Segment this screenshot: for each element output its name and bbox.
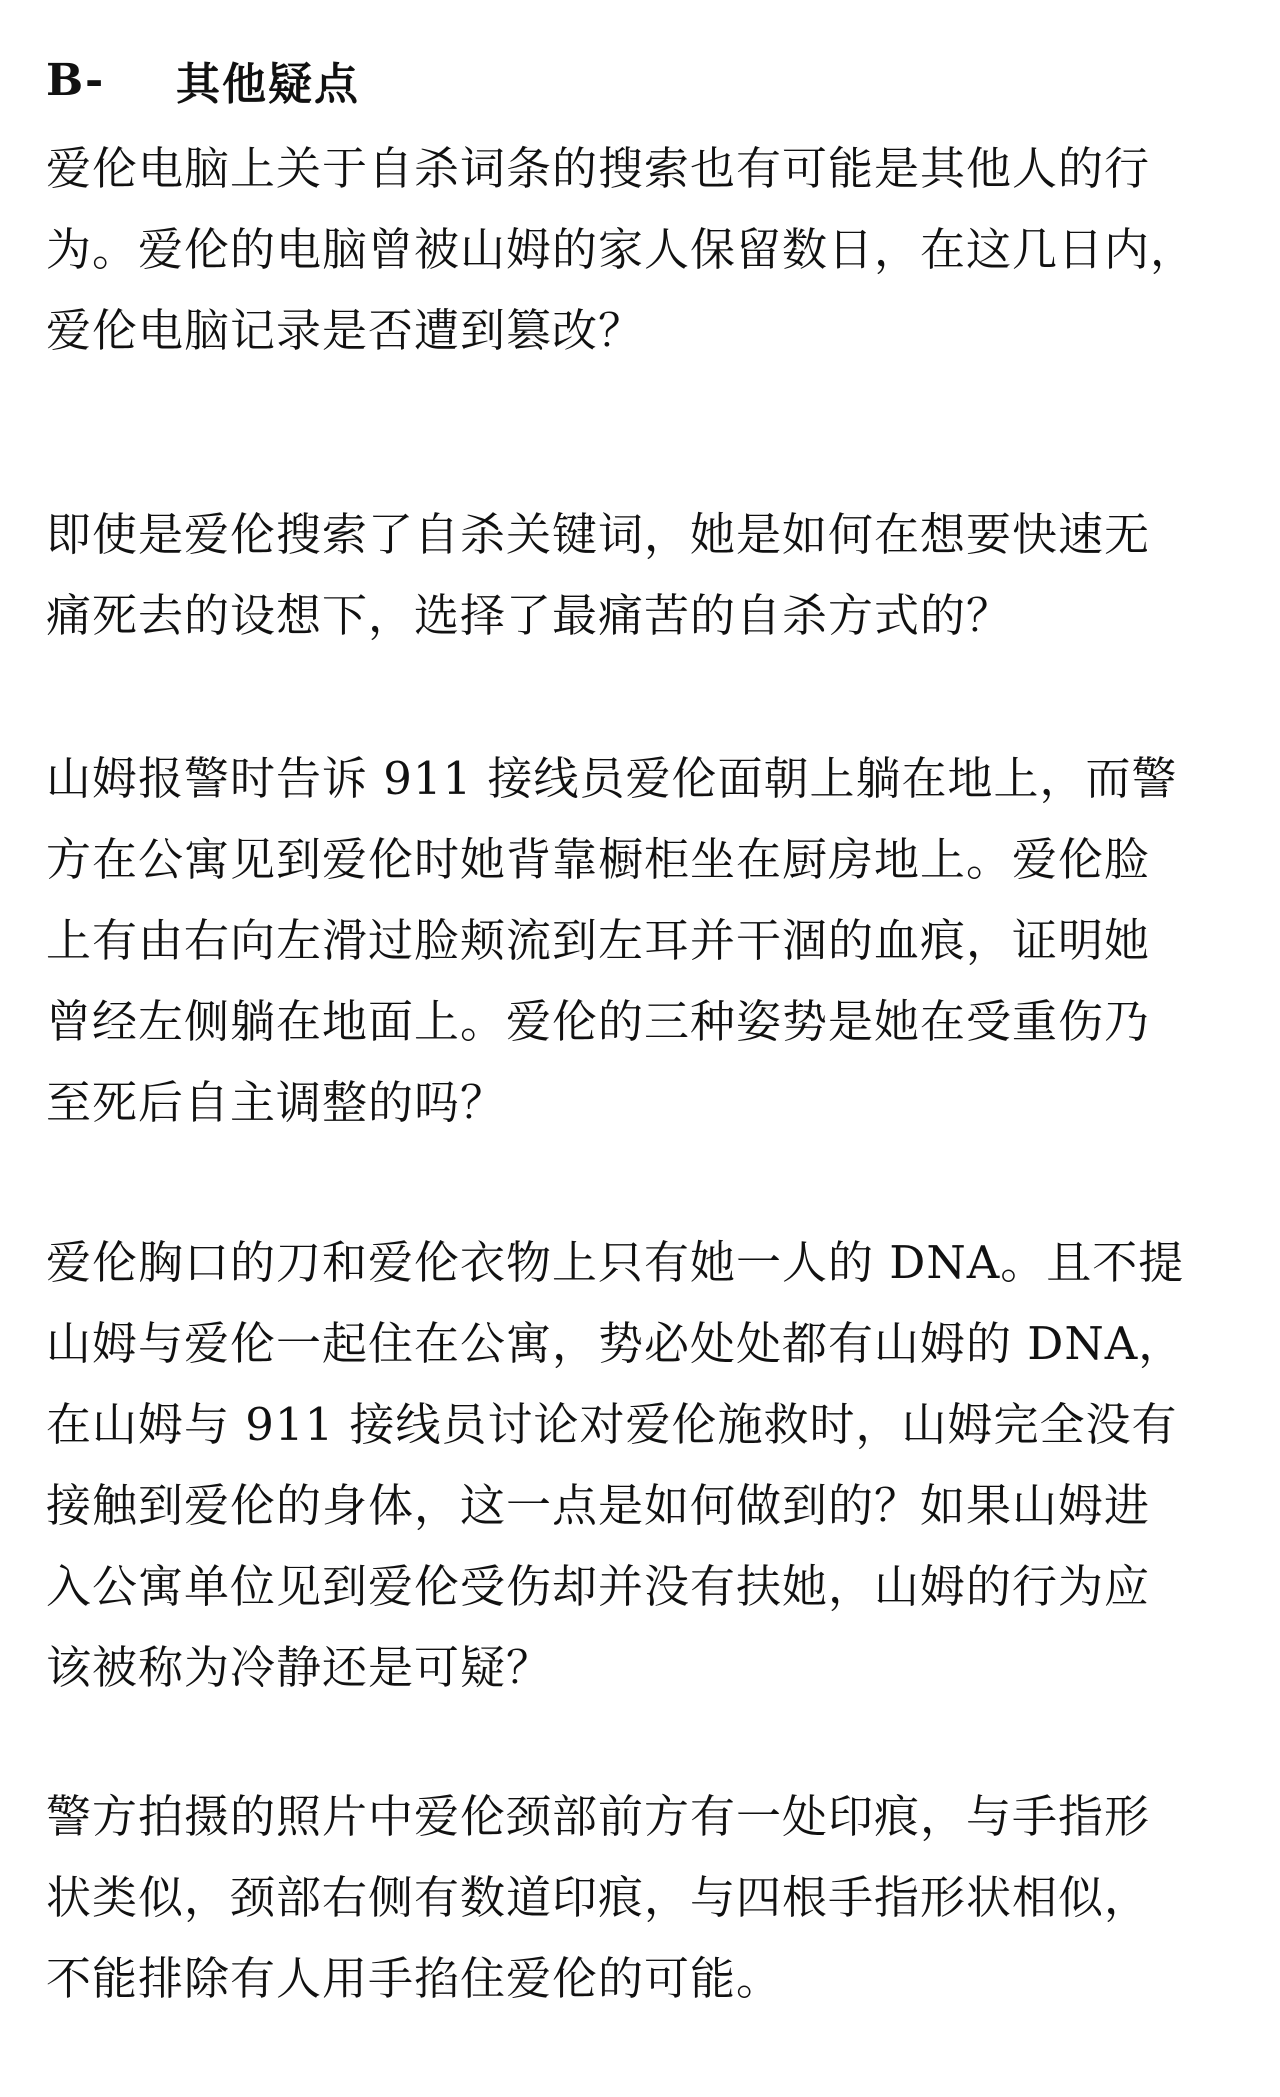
paragraph-line: 山姆与爱伦一起住在公寓，势必处处都有山姆的 DNA， [46, 1317, 1185, 1370]
paragraph-computer-search [46, 128, 1256, 371]
paragraph-neck-marks [46, 1776, 1256, 2019]
paragraph-line: 入公寓单位见到爱伦受伤却并没有扶她，山姆的行为应 [46, 1560, 1151, 1613]
section-code: B- [46, 54, 105, 106]
paragraph-line: 该被称为冷静还是可疑？ [46, 1641, 553, 1694]
paragraph-line: 在山姆与 911 接线员讨论对爱伦施救时，山姆完全没有 [46, 1398, 1178, 1451]
paragraph-line: 方在公寓见到爱伦时她背靠橱柜坐在厨房地上。爱伦脸 [46, 833, 1151, 886]
paragraph-line: 爱伦胸口的刀和爱伦衣物上只有她一人的 DNA。且不提 [46, 1236, 1185, 1289]
paragraph-line: 山姆报警时告诉 911 接线员爱伦面朝上躺在地上，而警 [46, 752, 1178, 805]
paragraph-dna [46, 1222, 1256, 1708]
paragraph-line: 上有由右向左滑过脸颊流到左耳并干涸的血痕，证明她 [46, 914, 1151, 967]
paragraph-line: 曾经左侧躺在地面上。爱伦的三种姿势是她在受重伤乃 [46, 995, 1151, 1048]
paragraph-line: 爱伦电脑记录是否遭到篡改？ [46, 304, 645, 357]
paragraph-line: 爱伦电脑上关于自杀词条的搜索也有可能是其他人的行 [46, 142, 1151, 195]
paragraph-body-position [46, 738, 1256, 1143]
section-heading [46, 50, 360, 110]
paragraph-suicide-method [46, 494, 1256, 656]
paragraph-line: 不能排除有人用手掐住爱伦的可能。 [46, 1952, 783, 2005]
paragraph-line: 为。爱伦的电脑曾被山姆的家人保留数日，在这几日内， [46, 223, 1197, 276]
paragraph-line: 至死后自主调整的吗？ [46, 1076, 507, 1129]
paragraph-line: 警方拍摄的照片中爱伦颈部前方有一处印痕，与手指形 [46, 1790, 1151, 1843]
paragraph-line: 状类似，颈部右侧有数道印痕，与四根手指形状相似， [46, 1871, 1151, 1924]
paragraph-line: 即使是爱伦搜索了自杀关键词，她是如何在想要快速无 [46, 508, 1151, 561]
section-title: 其他疑点 [176, 59, 360, 110]
paragraph-line: 接触到爱伦的身体，这一点是如何做到的？如果山姆进 [46, 1479, 1151, 1532]
paragraph-line: 痛死去的设想下，选择了最痛苦的自杀方式的？ [46, 589, 1013, 642]
